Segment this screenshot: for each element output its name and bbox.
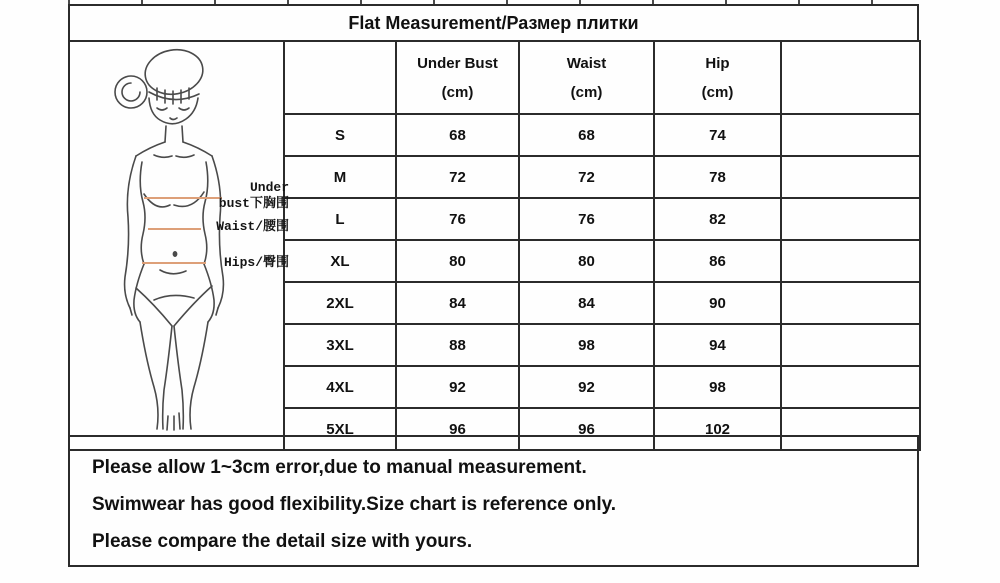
- table-header-row: [69, 41, 920, 114]
- empty-cell: [781, 156, 920, 198]
- figure-cell: [69, 41, 289, 450]
- size-label: XL: [284, 240, 396, 282]
- hips-label: Hips/臀围: [223, 255, 289, 270]
- waist-value: 76: [519, 198, 654, 240]
- size-label: 3XL: [284, 324, 396, 366]
- under-bust-header: Under Bust (cm): [396, 41, 519, 114]
- empty-cell: [781, 324, 920, 366]
- size-label: L: [284, 198, 396, 240]
- hip-value: 86: [654, 240, 781, 282]
- waist-value: 98: [519, 324, 654, 366]
- waist-value: 72: [519, 156, 654, 198]
- under-bust-value: 68: [396, 114, 519, 156]
- size-label: M: [284, 156, 396, 198]
- size-label: S: [284, 114, 396, 156]
- under-bust-label: Under bust下胸围: [218, 180, 289, 211]
- notes-box: [68, 435, 919, 567]
- hip-value: 102: [654, 408, 781, 450]
- waist-value: 84: [519, 282, 654, 324]
- empty-cell: [781, 198, 920, 240]
- size-label: 5XL: [284, 408, 396, 450]
- page-title: Flat Measurement/Размер плитки: [68, 4, 919, 42]
- hip-value: 94: [654, 324, 781, 366]
- hip-value: 78: [654, 156, 781, 198]
- under-bust-value: 84: [396, 282, 519, 324]
- waist-value: 68: [519, 114, 654, 156]
- note-line: Swimwear has good flexibility.Size chart is reference only.: [92, 494, 617, 515]
- empty-cell: [781, 114, 920, 156]
- hip-value: 82: [654, 198, 781, 240]
- body-figure-illustration: [70, 42, 285, 431]
- note-line: Please compare the detail size with yours.: [92, 531, 473, 552]
- waist-label: Waist/腰围: [216, 219, 289, 234]
- under-bust-value: 80: [396, 240, 519, 282]
- under-bust-value: 72: [396, 156, 519, 198]
- under-bust-value: 96: [396, 408, 519, 450]
- hip-value: 74: [654, 114, 781, 156]
- empty-column-header: [781, 41, 920, 114]
- empty-cell: [781, 366, 920, 408]
- under-bust-value: 76: [396, 198, 519, 240]
- hip-value: 90: [654, 282, 781, 324]
- empty-cell: [781, 282, 920, 324]
- size-chart-table: [68, 40, 921, 451]
- waist-header: Waist (cm): [519, 41, 654, 114]
- waist-value: 92: [519, 366, 654, 408]
- hip-value: 98: [654, 366, 781, 408]
- size-label: 4XL: [284, 366, 396, 408]
- hip-header: Hip (cm): [654, 41, 781, 114]
- empty-cell: [781, 240, 920, 282]
- size-column-header-empty: [284, 41, 396, 114]
- under-bust-value: 88: [396, 324, 519, 366]
- waist-value: 80: [519, 240, 654, 282]
- waist-value: 96: [519, 408, 654, 450]
- note-line: Please allow 1~3cm error,due to manual measurement.: [92, 457, 587, 478]
- under-bust-value: 92: [396, 366, 519, 408]
- size-label: 2XL: [284, 282, 396, 324]
- measurement-lines: [142, 198, 222, 263]
- figure-illustration: [70, 42, 289, 449]
